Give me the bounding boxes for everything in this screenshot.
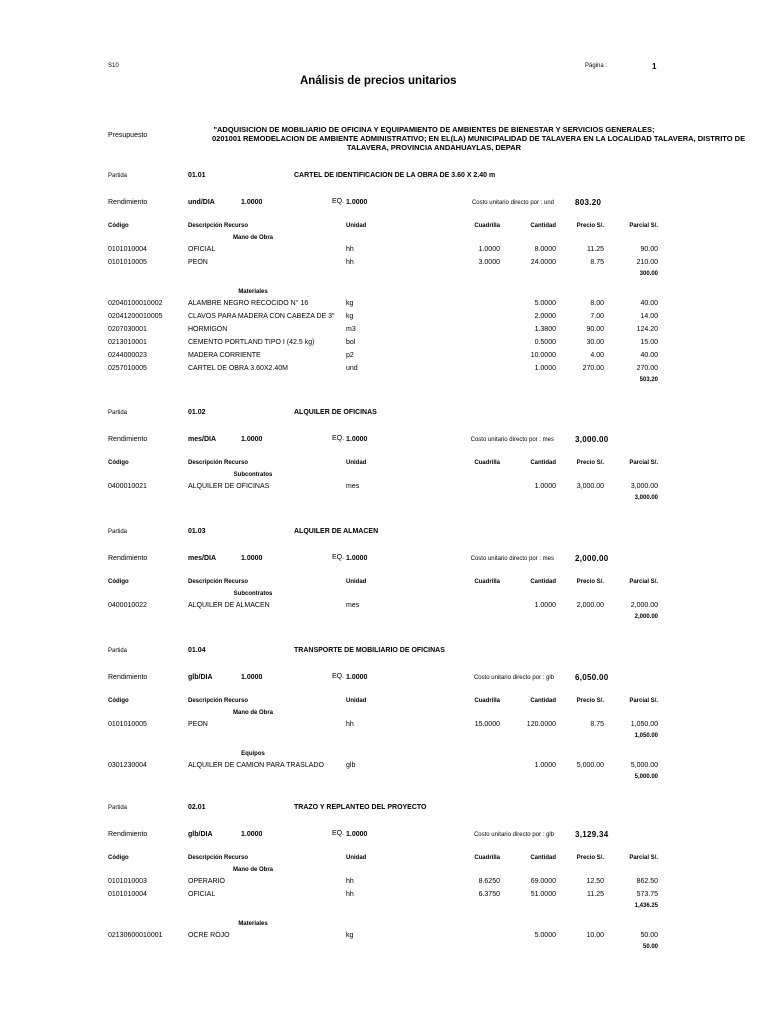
cost-value: 803.20 — [575, 198, 602, 207]
partida-label: Partida — [108, 805, 128, 811]
col-header-codigo: Código — [108, 855, 129, 861]
row-parcial: 14.00 — [640, 313, 658, 320]
row-code: 0301230004 — [108, 762, 147, 769]
rendimiento-unit: und/DIA — [188, 199, 215, 206]
row-unit: kg — [346, 932, 354, 939]
rendimiento-label: Rendimiento — [108, 831, 148, 838]
col-header-cantidad: Cantidad — [530, 223, 556, 229]
row-cant: 1.0000 — [534, 602, 556, 609]
row-desc: ALAMBRE NEGRO RECOCIDO N° 16 — [188, 300, 309, 307]
group-subtotal: 2,000.00 — [634, 614, 658, 620]
cost-label: Costo unitario directo por : mes — [470, 556, 554, 562]
presupuesto-label: Presupuesto — [108, 132, 148, 139]
cost-label: Costo unitario directo por : mes — [470, 437, 554, 443]
row-price: 12.50 — [586, 878, 604, 885]
col-header-unidad: Unidad — [346, 223, 367, 229]
row-desc: ALQUILER DE CAMION PARA TRASLADO — [188, 762, 324, 769]
row-cant: 5.0000 — [534, 300, 556, 307]
partida-code: 01.03 — [188, 528, 206, 535]
cost-value: 2,000.00 — [575, 554, 609, 563]
row-parcial: 862.50 — [636, 878, 658, 885]
group-name: Equipos — [241, 751, 265, 757]
cost-label: Costo unitario directo por : glb — [473, 675, 554, 681]
row-unit: kg — [346, 300, 354, 307]
col-header-descripcion: Descripción Recurso — [188, 579, 249, 585]
row-unit: hh — [346, 891, 354, 898]
col-header-descripcion: Descripción Recurso — [188, 460, 249, 466]
row-price: 8.00 — [590, 300, 604, 307]
row-parcial: 573.75 — [636, 891, 658, 898]
page-number: 1 — [652, 62, 657, 71]
rendimiento-unit: glb/DIA — [188, 674, 213, 681]
page-label: Página : — [585, 63, 608, 69]
group-name: Subcontratos — [233, 591, 273, 597]
rendimiento-value: 1.0000 — [241, 674, 263, 681]
row-parcial: 50.00 — [640, 932, 658, 939]
row-desc: MADERA CORRIENTE — [188, 352, 261, 359]
col-header-parcial: Parcial S/. — [629, 579, 658, 585]
row-cant: 10.0000 — [530, 352, 556, 359]
col-header-cuadrilla: Cuadrilla — [474, 579, 500, 585]
row-price: 10.00 — [586, 932, 604, 939]
group-subtotal: 50.00 — [642, 944, 658, 950]
col-header-precio: Precio S/. — [576, 223, 604, 229]
rendimiento-unit: mes/DIA — [188, 555, 217, 562]
presupuesto-line1: "ADQUISICION DE MOBILIARIO DE OFICINA Y EQUIPAMIENTO DE AMBIENTES DE BIENESTAR Y SERVICIOS GENERALES; — [213, 125, 655, 134]
row-parcial: 210.00 — [636, 259, 658, 266]
eq-label: EQ. — [332, 435, 345, 442]
partida-code: 01.02 — [188, 409, 206, 416]
row-desc: PEON — [188, 721, 208, 728]
col-header-cantidad: Cantidad — [530, 579, 556, 585]
partida-title: ALQUILER DE ALMACEN — [294, 528, 379, 535]
eq-label: EQ. — [332, 198, 345, 205]
presupuesto-line2: REMODELACION DE AMBIENTE ADMINISTRATIVO; EN EL(LA) MUNICIPALIDAD DE TALAVERA EN LA LOCALIDAD TALAVERA, DISTRITO DE — [243, 134, 746, 143]
col-header-descripcion: Descripción Recurso — [188, 698, 249, 704]
partida-title: CARTEL DE IDENTIFICACION DE LA OBRA DE 3.60 X 2.40 m — [294, 172, 496, 179]
partida-label: Partida — [108, 529, 128, 535]
col-header-descripcion: Descripción Recurso — [188, 223, 249, 229]
row-unit: mes — [346, 602, 360, 609]
row-desc: CLAVOS PARA MADERA CON CABEZA DE 3" — [188, 313, 335, 320]
rendimiento-value: 1.0000 — [241, 831, 263, 838]
row-code: 0101010003 — [108, 878, 147, 885]
group-subtotal: 300.00 — [639, 271, 658, 277]
rendimiento-value: 1.0000 — [241, 555, 263, 562]
row-cuad: 6.3750 — [478, 891, 500, 898]
row-code: 0101010004 — [108, 891, 147, 898]
eq-value: 1.0000 — [346, 436, 368, 443]
row-desc: PEON — [188, 259, 208, 266]
row-parcial: 15.00 — [640, 339, 658, 346]
row-desc: OFICIAL — [188, 891, 216, 898]
row-cant: 1.0000 — [534, 483, 556, 490]
row-price: 5,000.00 — [576, 762, 604, 769]
row-parcial: 90.00 — [640, 246, 658, 253]
row-price: 270.00 — [582, 365, 604, 372]
row-unit: p2 — [346, 352, 354, 359]
row-cant: 1.0000 — [534, 365, 556, 372]
row-unit: hh — [346, 246, 354, 253]
row-code: 0257010005 — [108, 365, 147, 372]
row-cuad: 15.0000 — [474, 721, 500, 728]
col-header-parcial: Parcial S/. — [629, 460, 658, 466]
eq-value: 1.0000 — [346, 555, 368, 562]
partida-title: TRAZO Y REPLANTEO DEL PROYECTO — [294, 804, 427, 811]
group-subtotal: 1,050.00 — [634, 733, 658, 739]
cost-value: 6,050.00 — [575, 673, 609, 682]
group-subtotal: 503.20 — [639, 377, 658, 383]
col-header-codigo: Código — [108, 460, 129, 466]
group-name: Materiales — [238, 289, 268, 295]
report-code: S10 — [108, 63, 119, 69]
row-code: 0400010021 — [108, 483, 147, 490]
row-unit: bol — [346, 339, 356, 346]
report-title: Análisis de precios unitarios — [300, 75, 457, 87]
row-price: 4.00 — [590, 352, 604, 359]
col-header-unidad: Unidad — [346, 579, 367, 585]
row-desc: OCRE ROJO — [188, 932, 230, 939]
row-parcial: 270.00 — [636, 365, 658, 372]
row-price: 11.25 — [587, 891, 604, 898]
col-header-descripcion: Descripción Recurso — [188, 855, 249, 861]
rendimiento-label: Rendimiento — [108, 555, 148, 562]
col-header-cuadrilla: Cuadrilla — [474, 460, 500, 466]
row-parcial: 5,000.00 — [630, 762, 658, 769]
rendimiento-unit: glb/DIA — [188, 831, 213, 838]
row-unit: hh — [346, 721, 354, 728]
row-code: 02040100010002 — [108, 300, 163, 307]
col-header-precio: Precio S/. — [576, 579, 604, 585]
cost-label: Costo unitario directo por : glb — [473, 832, 554, 838]
row-code: 0101010004 — [108, 246, 147, 253]
row-desc: OPERARIO — [188, 878, 225, 885]
row-cant: 51.0000 — [530, 891, 556, 898]
partida-code: 01.01 — [188, 172, 206, 179]
row-desc: CARTEL DE OBRA 3.60X2.40M — [188, 365, 288, 372]
row-code: 02041200010005 — [108, 313, 163, 320]
row-price: 11.25 — [587, 246, 604, 253]
row-parcial: 2,000.00 — [630, 602, 658, 609]
row-parcial: 40.00 — [640, 352, 658, 359]
rendimiento-label: Rendimiento — [108, 199, 148, 206]
row-cant: 2.0000 — [534, 313, 556, 320]
eq-value: 1.0000 — [346, 831, 368, 838]
row-cant: 1.0000 — [534, 762, 556, 769]
rendimiento-value: 1.0000 — [241, 436, 263, 443]
col-header-unidad: Unidad — [346, 460, 367, 466]
col-header-cuadrilla: Cuadrilla — [474, 855, 500, 861]
group-subtotal: 3,000.00 — [634, 495, 658, 501]
row-price: 3,000.00 — [576, 483, 604, 490]
row-unit: hh — [346, 259, 354, 266]
row-desc: OFICIAL — [188, 246, 216, 253]
col-header-unidad: Unidad — [346, 698, 367, 704]
rendimiento-unit: mes/DIA — [188, 436, 217, 443]
row-code: 02130600010001 — [108, 932, 163, 939]
row-unit: hh — [346, 878, 354, 885]
row-unit: und — [346, 365, 358, 372]
rendimiento-label: Rendimiento — [108, 436, 148, 443]
partida-title: TRANSPORTE DE MOBILIARIO DE OFICINAS — [294, 647, 445, 654]
row-price: 7.00 — [590, 313, 604, 320]
presupuesto-line3: TALAVERA, PROVINCIA ANDAHUAYLAS, DEPAR — [346, 143, 522, 152]
row-code: 0207030001 — [108, 326, 147, 333]
row-code: 0101010005 — [108, 259, 147, 266]
row-unit: mes — [346, 483, 360, 490]
group-name: Materiales — [238, 921, 268, 927]
col-header-precio: Precio S/. — [576, 460, 604, 466]
eq-label: EQ. — [332, 830, 345, 837]
cost-value: 3,000.00 — [575, 435, 609, 444]
col-header-precio: Precio S/. — [576, 855, 604, 861]
partida-code: 02.01 — [188, 804, 206, 811]
row-parcial: 3,000.00 — [630, 483, 658, 490]
col-header-parcial: Parcial S/. — [629, 855, 658, 861]
cost-value: 3,129.34 — [575, 830, 609, 839]
row-unit: glb — [346, 762, 356, 769]
partida-label: Partida — [108, 648, 128, 654]
row-code: 0101010005 — [108, 721, 147, 728]
row-cuad: 8.6250 — [478, 878, 500, 885]
group-name: Subcontratos — [233, 472, 273, 478]
group-subtotal: 1,436.25 — [634, 903, 658, 909]
row-cant: 1.3800 — [534, 326, 556, 333]
row-unit: m3 — [346, 326, 356, 333]
row-desc: ALQUILER DE OFICINAS — [188, 483, 270, 490]
row-cuad: 3.0000 — [478, 259, 500, 266]
row-cant: 0.5000 — [534, 339, 556, 346]
col-header-parcial: Parcial S/. — [629, 223, 658, 229]
row-price: 8.75 — [590, 721, 604, 728]
presupuesto-code: 0201001 — [212, 134, 242, 143]
row-cuad: 1.0000 — [478, 246, 500, 253]
col-header-codigo: Código — [108, 579, 129, 585]
eq-value: 1.0000 — [346, 199, 368, 206]
row-price: 2,000.00 — [576, 602, 604, 609]
row-code: 0213010001 — [108, 339, 147, 346]
col-header-cantidad: Cantidad — [530, 460, 556, 466]
row-parcial: 40.00 — [640, 300, 658, 307]
eq-value: 1.0000 — [346, 674, 368, 681]
partida-label: Partida — [108, 173, 128, 179]
row-cant: 8.0000 — [534, 246, 556, 253]
partida-title: ALQUILER DE OFICINAS — [294, 409, 377, 416]
row-cant: 69.0000 — [530, 878, 556, 885]
partida-label: Partida — [108, 410, 128, 416]
row-cant: 120.0000 — [526, 721, 556, 728]
col-header-precio: Precio S/. — [576, 698, 604, 704]
col-header-parcial: Parcial S/. — [629, 698, 658, 704]
group-name: Mano de Obra — [232, 710, 273, 716]
col-header-codigo: Código — [108, 698, 129, 704]
row-parcial: 1,050.00 — [630, 721, 658, 728]
row-desc: ALQUILER DE ALMACEN — [188, 602, 270, 609]
row-cant: 5.0000 — [534, 932, 556, 939]
group-name: Mano de Obra — [232, 235, 273, 241]
row-desc: CEMENTO PORTLAND TIPO I (42.5 kg) — [188, 339, 315, 346]
cost-label: Costo unitario directo por : und — [471, 200, 554, 206]
col-header-unidad: Unidad — [346, 855, 367, 861]
row-cant: 24.0000 — [530, 259, 556, 266]
col-header-cuadrilla: Cuadrilla — [474, 698, 500, 704]
rendimiento-label: Rendimiento — [108, 674, 148, 681]
col-header-cuadrilla: Cuadrilla — [474, 223, 500, 229]
row-desc: HORMIGON — [188, 326, 228, 333]
row-parcial: 124.20 — [636, 326, 658, 333]
eq-label: EQ. — [332, 554, 345, 561]
group-subtotal: 5,000.00 — [634, 774, 658, 780]
partida-code: 01.04 — [188, 647, 206, 654]
row-price: 30.00 — [586, 339, 604, 346]
row-unit: kg — [346, 313, 354, 320]
col-header-cantidad: Cantidad — [530, 855, 556, 861]
row-code: 0244000023 — [108, 352, 147, 359]
eq-label: EQ. — [332, 673, 345, 680]
row-price: 90.00 — [586, 326, 604, 333]
row-code: 0400010022 — [108, 602, 147, 609]
group-name: Mano de Obra — [232, 867, 273, 873]
col-header-codigo: Código — [108, 223, 129, 229]
col-header-cantidad: Cantidad — [530, 698, 556, 704]
rendimiento-value: 1.0000 — [241, 199, 263, 206]
row-price: 8.75 — [590, 259, 604, 266]
